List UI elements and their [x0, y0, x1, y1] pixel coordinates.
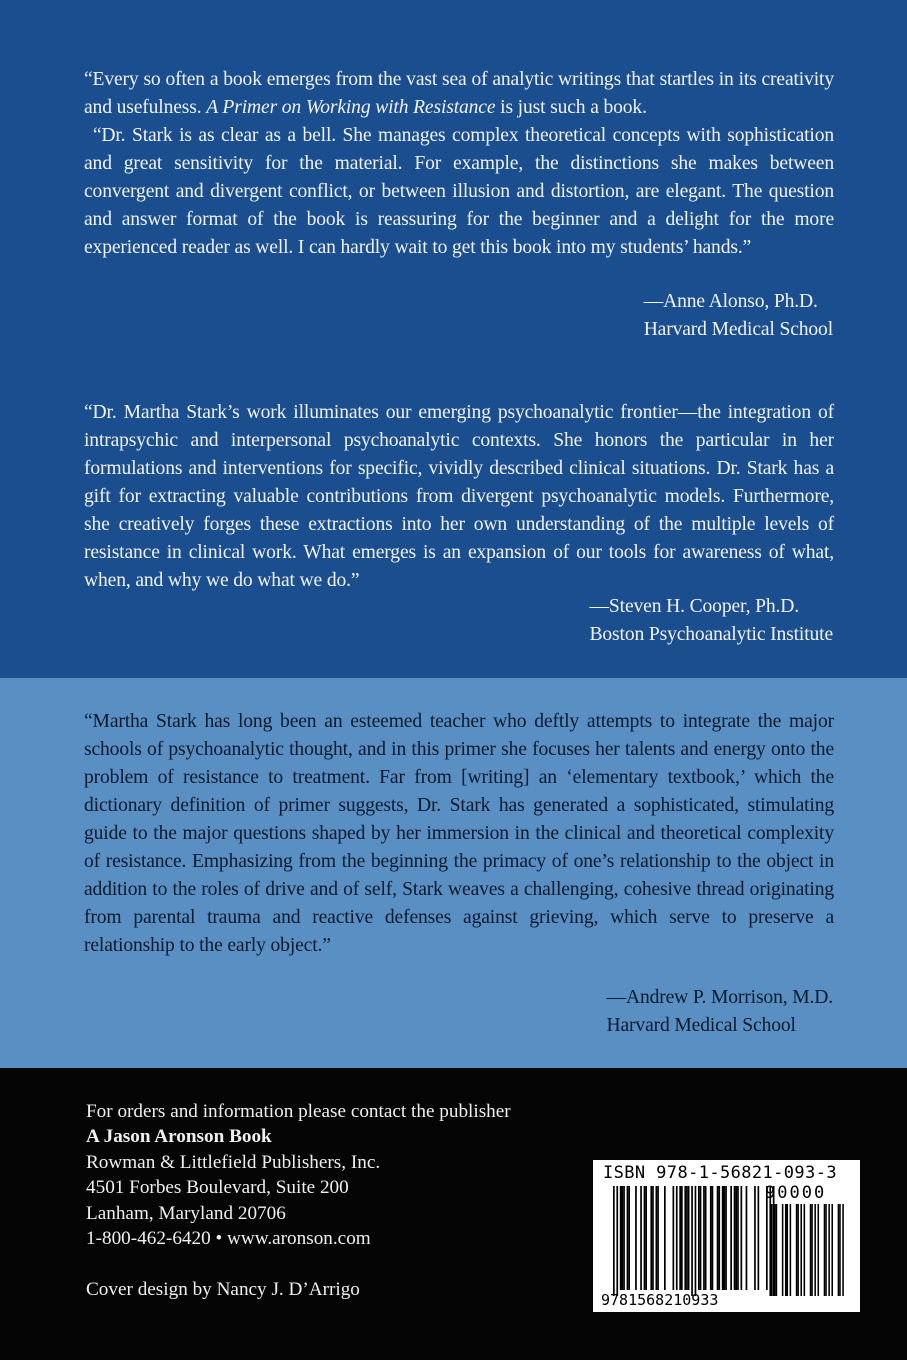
addon-bar [797, 1204, 799, 1296]
blurb-alonso-para-1 [84, 66, 834, 122]
addon-bar [818, 1204, 820, 1296]
addon-bar [771, 1204, 773, 1296]
barcode-bar [628, 1186, 630, 1290]
addon-bar [828, 1204, 830, 1296]
barcode-bar [703, 1186, 705, 1290]
addon-bar [790, 1204, 792, 1296]
barcode-bar [645, 1186, 647, 1290]
imprint-name: A Jason Aronson Book [86, 1126, 272, 1148]
blurb-alonso-para-2: “Dr. Stark is as clear as a bell. She manages complex theoretical concepts with sophistication and great sensitivity for the material. For example, the distinctions she makes between convergent and divergent conflict, or between illusion and distortion, are elegant. The question and answer format of the book is reassuring for the beginner and a delight for the more experienced reader as well. I can hardly wait to get this book into my students’ hands.” [84, 125, 834, 258]
blurb-text: is just such a book. [495, 97, 647, 118]
publisher-phone-web: 1-800-462-6420 • www.aronson.com [86, 1228, 371, 1250]
barcode-bar [734, 1186, 736, 1290]
barcode-bar [676, 1186, 678, 1290]
barcode-bar [679, 1186, 681, 1290]
barcode-bar [695, 1186, 697, 1296]
barcode-bar [712, 1186, 714, 1290]
addon-bar [787, 1204, 789, 1296]
barcode-bar [613, 1186, 615, 1296]
price-addon-bars [771, 1204, 844, 1296]
author-name: —Anne Alonso, Ph.D. [643, 291, 818, 312]
barcode-bar [730, 1186, 732, 1290]
addon-bar [810, 1204, 812, 1296]
author-name: —Andrew P. Morrison, M.D. [606, 987, 833, 1008]
addon-bar [776, 1204, 778, 1296]
barcode-bar [737, 1186, 739, 1290]
barcode-bar [741, 1186, 743, 1290]
barcode-bar [705, 1186, 707, 1290]
blurb-cooper [84, 399, 834, 595]
addon-bar [800, 1204, 802, 1296]
barcode-bar [722, 1186, 724, 1290]
barcode-bar [698, 1186, 700, 1290]
blurb-text: “Every so often a book emerges from the vast sea of analytic writings that startles in its creativity and usefulness. [84, 69, 834, 118]
barcode-bar [673, 1186, 675, 1290]
author-affiliation: Harvard Medical School [643, 319, 833, 340]
barcode-bar [652, 1186, 654, 1290]
book-title: A Primer on Working with Resistance [206, 97, 496, 118]
barcode-bar [754, 1186, 756, 1290]
blurb-cooper-para-1: “Dr. Martha Stark’s work illuminates our emerging psychoanalytic frontier—the integration of intrapsychic and interpersonal psychoanalytic contexts. She honors the particular in her formulations and interventions for specific, vividly described clinical situations. Dr. Stark has a gift for extracting valuable contributions from divergent psychoanalytic models. Furthermore, she creatively forges these extractions into her own understanding of the multiple levels of resistance in clinical work. What emerges is an expansion of our tools for awareness of what, when, and why we do what we do.” [84, 402, 834, 591]
barcode-bar [686, 1186, 688, 1290]
blurb-alonso [84, 66, 834, 262]
barcode-bar [623, 1186, 625, 1290]
ean-digits: 9781568210933 [601, 1291, 719, 1309]
barcode-bar [688, 1186, 690, 1290]
barcode-bar [616, 1186, 618, 1296]
blurb-morrison [84, 708, 834, 960]
attribution-morrison [607, 984, 833, 1040]
barcode-bar [620, 1186, 622, 1290]
attribution-cooper [589, 593, 833, 649]
barcode-bar [684, 1186, 686, 1290]
addon-bar [785, 1204, 787, 1296]
addon-bar [814, 1204, 816, 1296]
barcode-bar [681, 1186, 683, 1290]
barcode-bar [640, 1186, 642, 1290]
barcode-bar [656, 1186, 658, 1290]
author-name: —Steven H. Cooper, Ph.D. [589, 596, 799, 617]
ean-bars [613, 1186, 775, 1296]
middle-quote-panel [0, 678, 907, 1068]
isbn-label: ISBN 978-1-56821-093-3 [603, 1163, 837, 1183]
barcode-bar [710, 1186, 712, 1290]
contact-intro: For orders and information please contact the publisher [86, 1101, 511, 1122]
top-quote-panel [0, 0, 907, 678]
addon-bar [782, 1204, 784, 1296]
barcode-bar [644, 1186, 646, 1290]
addon-bar [831, 1204, 833, 1296]
addon-bar [825, 1204, 827, 1296]
publisher-company: Rowman & Littlefield Publishers, Inc. [86, 1151, 381, 1173]
addon-bar [824, 1204, 826, 1296]
barcode-bar [758, 1186, 760, 1290]
barcode-bar [735, 1186, 737, 1290]
publisher-city: Lanham, Maryland 20706 [86, 1202, 286, 1224]
barcode-bar [627, 1186, 629, 1290]
addon-bar [774, 1204, 776, 1296]
blurb-morrison-para-1: “Martha Stark has long been an esteemed teacher who deftly attempts to integrate the major schools of psychoanalytic thought, and in this primer she focuses her talents and energy onto the problem of resistance to treatment. Far from [writing] an ‘elementary textbook,’ which the dictionary definition of primer suggests, Dr. Stark has generated a sophisticated, stimulating guide to the major questions shaped by her immersion in the clinical and theoretical complexity of resistance. Emphasizing from the beginning the primacy of one’s relationship to the object in addition to the roles of drive and of self, Stark weaves a challenging, cohesive thread originating from parental trauma and reactive defenses against grieving, which serve to preserve a relationship to the early object.” [84, 711, 834, 956]
author-affiliation: Boston Psychoanalytic Institute [589, 624, 833, 645]
addon-bar [811, 1204, 813, 1296]
author-affiliation: Harvard Medical School [606, 1015, 796, 1036]
addon-bar [838, 1204, 840, 1296]
attribution-alonso [644, 288, 833, 344]
addon-bar [796, 1204, 798, 1296]
price-code: 90000 [765, 1183, 827, 1203]
addon-bar [839, 1204, 841, 1296]
barcode-bar [700, 1186, 702, 1290]
barcode-bar [718, 1186, 720, 1290]
barcode-bar [664, 1186, 666, 1290]
barcode-bar [691, 1186, 693, 1296]
barcode-bar [724, 1186, 726, 1290]
addon-bar [804, 1204, 806, 1296]
barcode-bar [657, 1186, 659, 1290]
publisher-contact [86, 1099, 511, 1251]
publisher-street: 4501 Forbes Boulevard, Suite 200 [86, 1177, 349, 1199]
barcode-bar [717, 1186, 719, 1290]
barcode-bar [650, 1186, 652, 1290]
isbn-barcode [593, 1160, 860, 1312]
barcode-bar [725, 1186, 727, 1290]
barcode-bar [622, 1186, 624, 1290]
barcode-bar [746, 1186, 748, 1290]
barcode-bar [635, 1186, 637, 1290]
addon-bar [842, 1204, 844, 1296]
cover-design-credit: Cover design by Nancy J. D’Arrigo [86, 1279, 360, 1300]
